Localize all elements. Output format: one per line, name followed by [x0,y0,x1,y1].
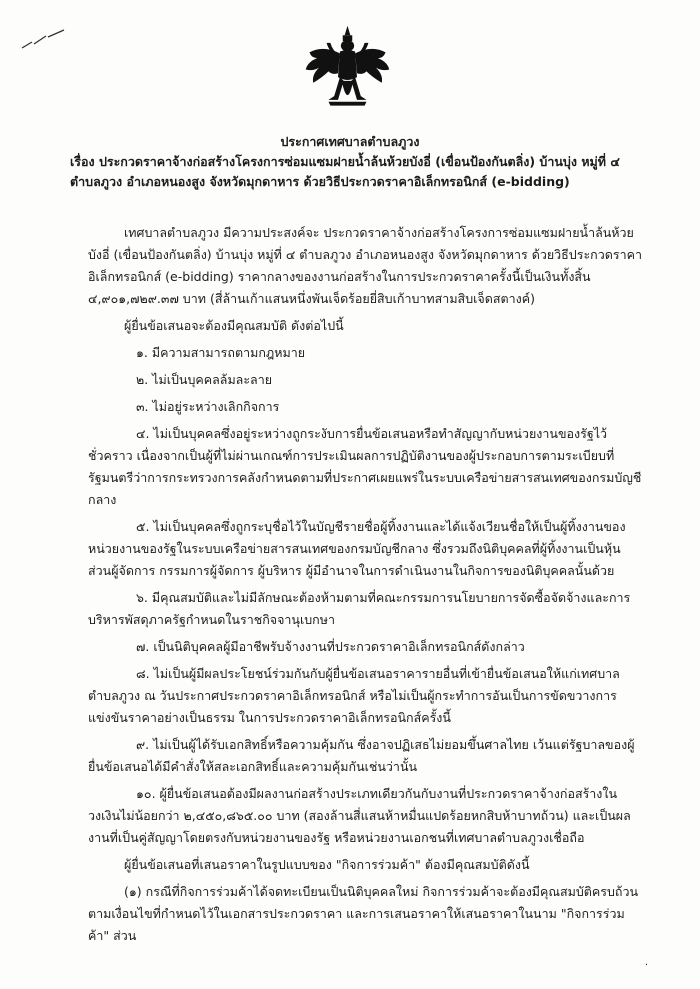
qualification-item: ๕. ไม่เป็นบุคคลซึ่งถูกระบุชื่อไว้ในบัญชีรายชื่อผู้ทิ้งงานและได้แจ้งเวียนชื่อให้เป็นผู้ทิ้งงานของหน่วยงานของรัฐในระบบเครือข่ายสารสนเทศของกรมบัญชีกลาง ซึ่งรวมถึงนิติบุคคลที่ผู้ทิ้งงานเป็นหุ้นส่วนผู้จัดการ กรรมการผู้จัดการ ผู้บริหาร ผู้มีอำนาจในการดำเนินงานในกิจการของนิติบุคคลนั้นด้วย [88,519,626,578]
qualification-item: ๔. ไม่เป็นบุคคลซึ่งอยู่ระหว่างถูกระงับการยื่นข้อเสนอหรือทำสัญญากับหน่วยงานของรัฐไว้ชั่วคราว เนื่องจากเป็นผู้ที่ไม่ผ่านเกณฑ์การประเมินผลการปฏิบัติงานของผู้ประกอบการตามระเบียบที่รัฐมนตรีว่าการกระทรวงการคลังกำหนดตามที่ประกาศเผยแพร่ในระบบเครือข่ายสารสนเทศของกรมบัญชีกลาง [88,426,642,507]
pen-mark-icon [20,28,70,50]
joint-venture-lead: ผู้ยื่นข้อเสนอที่เสนอราคาในรูปแบบของ "กิจการร่วมค้า" ต้องมีคุณสมบัติดังนี้ [124,857,530,872]
joint-venture-clause: (๑) กรณีที่กิจการร่วมค้าได้จดทะเบียนเป็นนิติบุคคลใหม่ กิจการร่วมค้าจะต้องมีคุณสมบัติครบถ้วนตามเงื่อนไขที่กำหนดไว้ในเอกสารประกวดราคา และการเสนอราคาให้เสนอราคาในนาม "กิจการร่วมค้า" ส่วน [88,884,639,943]
qualification-item: ๗. เป็นนิติบุคคลผู้มีอาชีพรับจ้างงานที่ประกวดราคาอิเล็กทรอนิกส์ดังกล่าว [136,639,525,654]
announcement-title: ประกาศเทศบาลตำบลภูวง [280,134,420,149]
announcement-header [60,132,640,192]
qualification-item: ๖. มีคุณสมบัติและไม่มีลักษณะต้องห้ามตามที่คณะกรรมการนโยบายการจัดซื้อจัดจ้างและการบริหารพัสดุภาครัฐกำหนดในราชกิจจานุเบกษา [88,590,631,627]
qualification-item: ๙. ไม่เป็นผู้ได้รับเอกสิทธิ์หรือความคุ้มกัน ซึ่งอาจปฏิเสธไม่ยอมขึ้นศาลไทย เว้นแต่รัฐบาลของผู้ยื่นข้อเสนอได้มีคำสั่งให้สละเอกสิทธิ์และความคุ้มกันเช่นว่านั้น [88,737,635,774]
page-mark: · [644,960,648,971]
qualification-item: ๓. ไม่อยู่ระหว่างเลิกกิจการ [136,399,280,414]
qualification-item: ๘. ไม่เป็นผู้มีผลประโยชน์ร่วมกันกับผู้ยื่นข้อเสนอราคารายอื่นที่เข้ายื่นข้อเสนอให้แก่เทศบาลตำบลภูวง ณ วันประกาศประกวดราคาอิเล็กทรอนิกส์ หรือไม่เป็นผู้กระทำการอันเป็นการขัดขวางการแข่งขันราคาอย่างเป็นธรรม ในการประกวดราคาอิเล็กทรอนิกส์ครั้งนี้ [88,666,620,725]
qualifications-lead: ผู้ยื่นข้อเสนอจะต้องมีคุณสมบัติ ดังต่อไปนี้ [124,318,344,333]
intro-paragraph: เทศบาลตำบลภูวง มีความประสงค์จะ ประกวดราคาจ้างก่อสร้างโครงการซ่อมแซมฝายน้ำล้นห้วยบังอี่ (เขื่อนป้องกันตลิ่ง) บ้านบุ่ง หมู่ที่ ๔ ตำบลภูวง อำเภอหนองสูง จังหวัดมุกดาหาร ด้วยวิธีประกวดราคาอิเล็กทรอนิกส์ (e-bidding) ราคากลางของงานก่อสร้างในการประกวดราคาครั้งนี้เป็นเงินทั้งสิ้น ๔,๙๐๑,๗๒๙.๓๗ บาท (สี่ล้านเก้าแสนหนึ่งพันเจ็ดร้อยยี่สิบเก้าบาทสามสิบเจ็ดสตางค์) [88,225,642,306]
announcement-body [88,222,643,952]
qualification-item: ๑. มีความสามารถตามกฎหมาย [136,345,306,360]
qualification-item: ๒. ไม่เป็นบุคคลล้มละลาย [136,372,273,387]
garuda-emblem-icon [300,22,395,117]
announcement-subject: เรื่อง ประกวดราคาจ้างก่อสร้างโครงการซ่อมแซมฝายน้ำล้นห้วยบังอี่ (เขื่อนป้องกันตลิ่ง) บ้านบุ่ง หมู่ที่ ๔ ตำบลภูวง อำเภอหนองสูง จังหวัดมุกดาหาร ด้วยวิธีประกวดราคาอิเล็กทรอนิกส์ (e-bidding) [70,154,620,189]
qualification-item: ๑๐. ผู้ยื่นข้อเสนอต้องมีผลงานก่อสร้างประเภทเดียวกันกับงานที่ประกวดราคาจ้างก่อสร้างในวงเงินไม่น้อยกว่า ๒,๔๕๐,๘๖๕.๐๐ บาท (สองล้านสี่แสนห้าหมื่นแปดร้อยหกสิบห้าบาทถ้วน) และเป็นผลงานที่เป็นคู่สัญญาโดยตรงกับหน่วยงานของรัฐ หรือหน่วยงานเอกชนที่เทศบาลตำบลภูวงเชื่อถือ [88,786,631,845]
